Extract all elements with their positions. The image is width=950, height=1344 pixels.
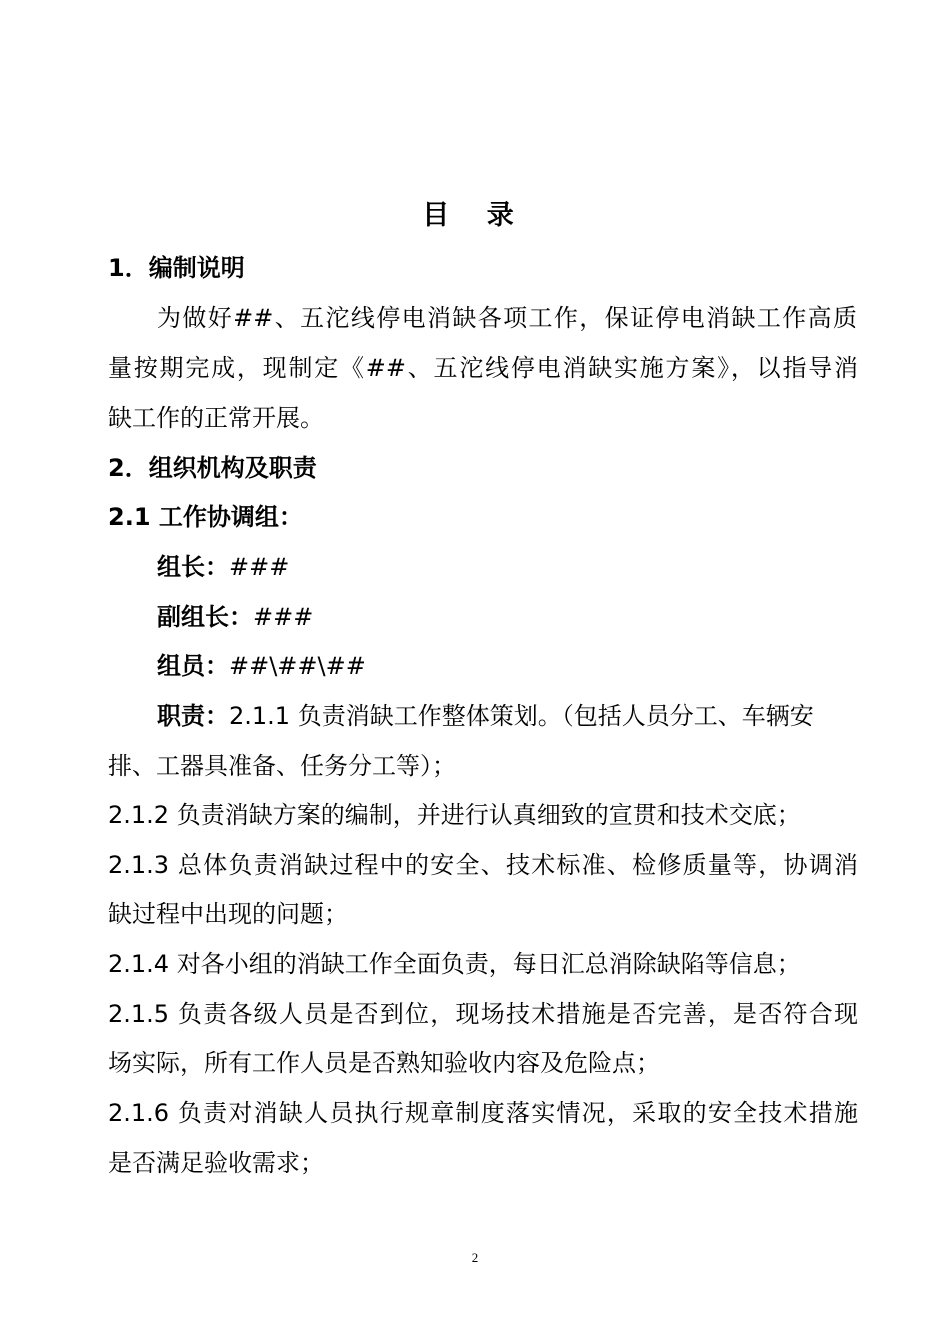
leader-line [157, 551, 857, 583]
section-1-paragraph-line-3: 缺工作的正常开展。 [108, 404, 324, 432]
duty-line-2: 2.1.2 负责消缺方案的编制，并进行认真细致的宣贯和技术交底； [108, 801, 801, 829]
deputy-leader-line [157, 601, 857, 633]
deputy-leader-value: ### [253, 603, 314, 631]
page-number: 2 [471, 1250, 479, 1265]
section-1-paragraph-line-1: 为做好##、五沱线停电消缺各项工作，保证停电消缺工作高质 [157, 304, 857, 332]
leader-label: 组长： [157, 553, 229, 581]
duty-line-3: 2.1.3 总体负责消缺过程中的安全、技术标准、检修质量等，协调消 [108, 851, 858, 879]
duty-line-8: 2.1.6 负责对消缺人员执行规章制度落实情况，采取的安全技术措施 [108, 1099, 858, 1127]
page-title: 目 录 [422, 200, 528, 231]
members-line [157, 650, 857, 682]
section-1-heading: 1．编制说明 [108, 254, 245, 282]
leader-value: ### [229, 553, 290, 581]
section-2-heading: 2．组织机构及职责 [108, 454, 317, 482]
members-value: ##\##\## [229, 652, 366, 680]
duties-line [157, 700, 857, 732]
section-2-1-heading: 2.1 工作协调组： [108, 503, 303, 531]
section-1-paragraph-line-2: 量按期完成，现制定《##、五沱线停电消缺实施方案》，以指导消 [108, 354, 858, 382]
duties-label: 职责： [157, 702, 229, 730]
duty-2-1-1-text: 2.1.1 负责消缺工作整体策划。（包括人员分工、车辆安 [229, 702, 814, 730]
duty-line-1: 排、工器具准备、任务分工等）； [108, 752, 456, 780]
deputy-leader-label: 副组长： [157, 603, 253, 631]
duty-line-6: 2.1.5 负责各级人员是否到位，现场技术措施是否完善，是否符合现 [108, 1000, 858, 1028]
duty-line-7: 场实际，所有工作人员是否熟知验收内容及危险点； [108, 1049, 660, 1077]
duty-line-5: 2.1.4 对各小组的消缺工作全面负责，每日汇总消除缺陷等信息； [108, 950, 801, 978]
members-label: 组员： [157, 652, 229, 680]
duty-line-4: 缺过程中出现的问题； [108, 900, 348, 928]
duty-line-9: 是否满足验收需求； [108, 1149, 324, 1177]
